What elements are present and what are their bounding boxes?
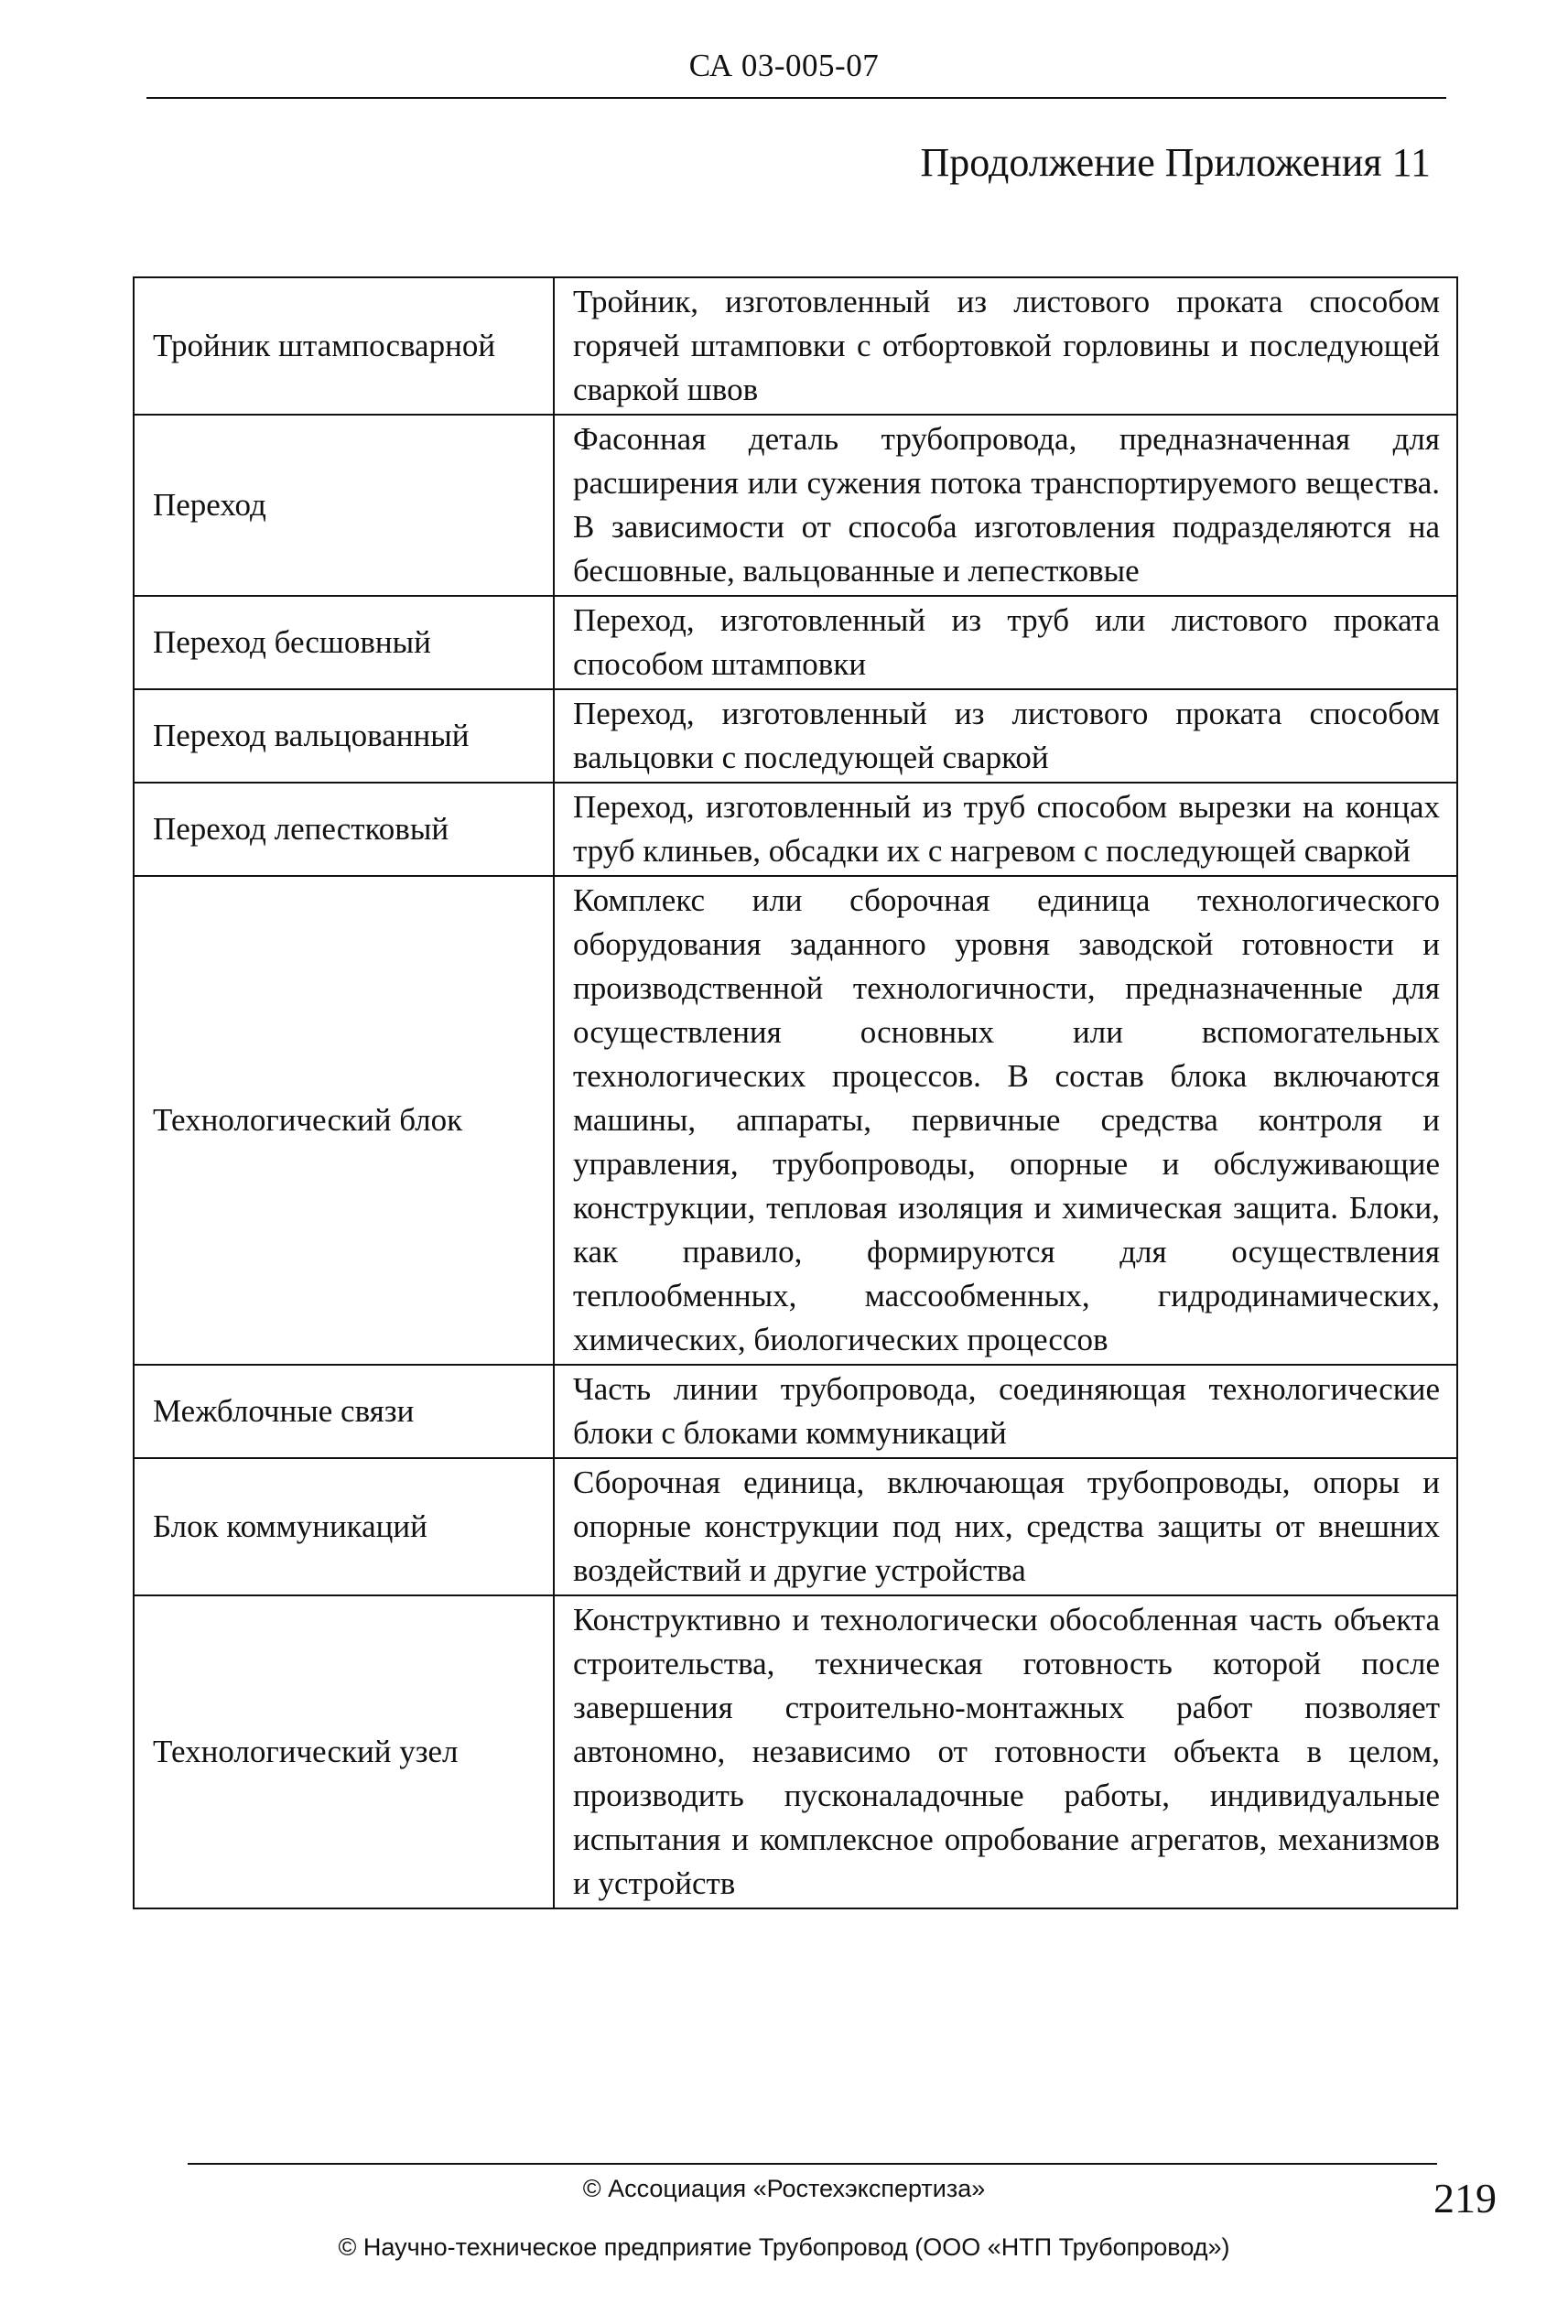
definition-cell: Переход, изготовленный из труб способом вырезки на концах труб клиньев, обсадки их с нагревом с последующей сваркой [554,783,1457,876]
definition-cell: Переход, изготовленный из листового проката способом вальцовки с последующей сваркой [554,689,1457,783]
terms-table [133,276,1458,1909]
term-cell: Переход лепестковый [134,783,554,876]
copyright-enterprise: © Научно-техническое предприятие Трубопровод (ООО «НТП Трубопровод») [338,2233,1230,2261]
definition-cell: Часть линии трубопровода, соединяющая технологические блоки с блоками коммуникаций [554,1365,1457,1458]
table-row [134,415,1457,596]
definition-cell: Тройник, изготовленный из листового проката способом горячей штамповки с отбортовкой горловины и последующей сваркой швов [554,277,1457,415]
document-code: СА 03-005-07 [688,48,880,83]
definition-cell: Конструктивно и технологически обособленная часть объекта строительства, техническая готовность которой после завершения строительно-монтажных работ позволяет автономно, независимо от готовности объекта в целом, производить пусконаладочные работы, индивидуальные испытания и комплексное опробование агрегатов, механизмов и устройств [554,1595,1457,1908]
term-cell: Переход вальцованный [134,689,554,783]
appendix-continuation-title: Продолжение Приложения 11 [920,140,1431,185]
term-cell: Переход [134,415,554,596]
table-row [134,596,1457,689]
page-number: 219 [1433,2175,1497,2221]
header-divider [146,97,1446,99]
table-row [134,1595,1457,1908]
term-cell: Блок коммуникаций [134,1458,554,1595]
definition-cell: Переход, изготовленный из труб или листового проката способом штамповки [554,596,1457,689]
definition-cell: Сборочная единица, включающая трубопроводы, опоры и опорные конструкции под них, средства защиты от внешних воздействий и другие устройства [554,1458,1457,1595]
table-row [134,876,1457,1365]
definition-cell: Комплекс или сборочная единица технологического оборудования заданного уровня заводской готовности и производственной технологичности, предназначенные для осуществления основных или вспомогательных технологических процессов. В состав блока включаются машины, аппараты, первичные средства контроля и управления, трубопроводы, опорные и обслуживающие конструкции, тепловая изоляция и химическая защита. Блоки, как правило, формируются для осуществления теплообменных, массообменных, гидродинамических, химических, биологических процессов [554,876,1457,1365]
table-row [134,1458,1457,1595]
term-cell: Тройник штампосварной [134,277,554,415]
definition-cell: Фасонная деталь трубопровода, предназначенная для расширения или сужения потока транспортируемого вещества. В зависимости от способа изготовления подразделяются на бесшовные, вальцованные и лепестковые [554,415,1457,596]
footer-divider [188,2163,1437,2165]
term-cell: Межблочные связи [134,1365,554,1458]
table-row [134,783,1457,876]
term-cell: Технологический блок [134,876,554,1365]
table-row [134,689,1457,783]
copyright-association: © Ассоциация «Ростехэкспертиза» [582,2175,986,2202]
table-row [134,1365,1457,1458]
term-cell: Переход бесшовный [134,596,554,689]
table-row [134,277,1457,415]
term-cell: Технологический узел [134,1595,554,1908]
